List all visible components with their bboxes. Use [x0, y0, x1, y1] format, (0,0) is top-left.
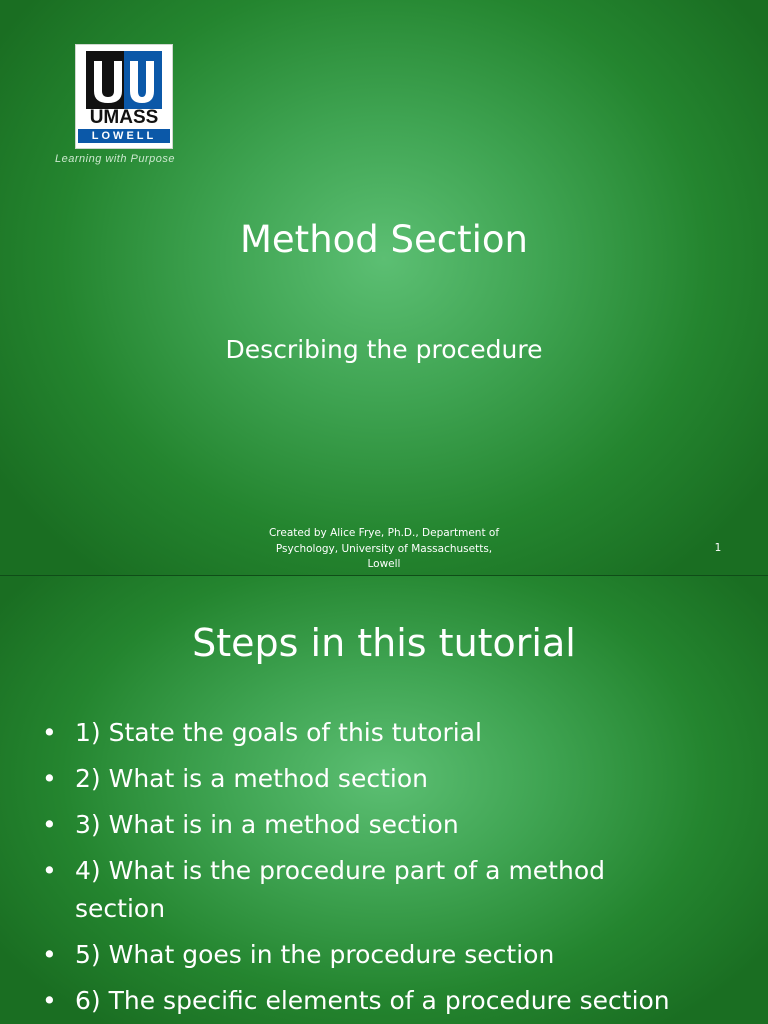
- bullet-list: [40, 714, 740, 1024]
- footer-line: Psychology, University of Massachusetts,: [275, 542, 493, 555]
- bullet-item: • 2) What is a method section: [40, 760, 740, 798]
- bullet-item: • 6) The specific elements of a procedure section: [40, 982, 740, 1020]
- logo-mark-icon: [86, 51, 162, 109]
- slide-2-title: Steps in this tutorial: [192, 621, 576, 665]
- umass-lowell-logo: [75, 44, 173, 149]
- logo-sub-wordmark: LOWELL: [78, 129, 170, 143]
- bullet-item: • 3) What is in a method section: [40, 806, 740, 844]
- page-number: 1: [714, 542, 722, 554]
- slide-1-footer: [255, 526, 513, 573]
- bullet-item: • 5) What goes in the procedure section: [40, 936, 740, 974]
- bullet-item: • 4) What is the procedure part of a method section: [40, 852, 665, 928]
- logo-tagline: Learning with Purpose: [55, 153, 175, 165]
- footer-line: Created by Alice Frye, Ph.D., Department of: [268, 527, 500, 539]
- slide-1-title: Method Section: [240, 218, 528, 261]
- slide-2: [0, 576, 768, 1024]
- bullet-item: • 1) State the goals of this tutorial: [40, 714, 740, 752]
- footer-line: Lowell: [367, 558, 401, 570]
- logo-wordmark: UMASS: [89, 107, 159, 128]
- slide-1-subtitle: Describing the procedure: [225, 335, 543, 364]
